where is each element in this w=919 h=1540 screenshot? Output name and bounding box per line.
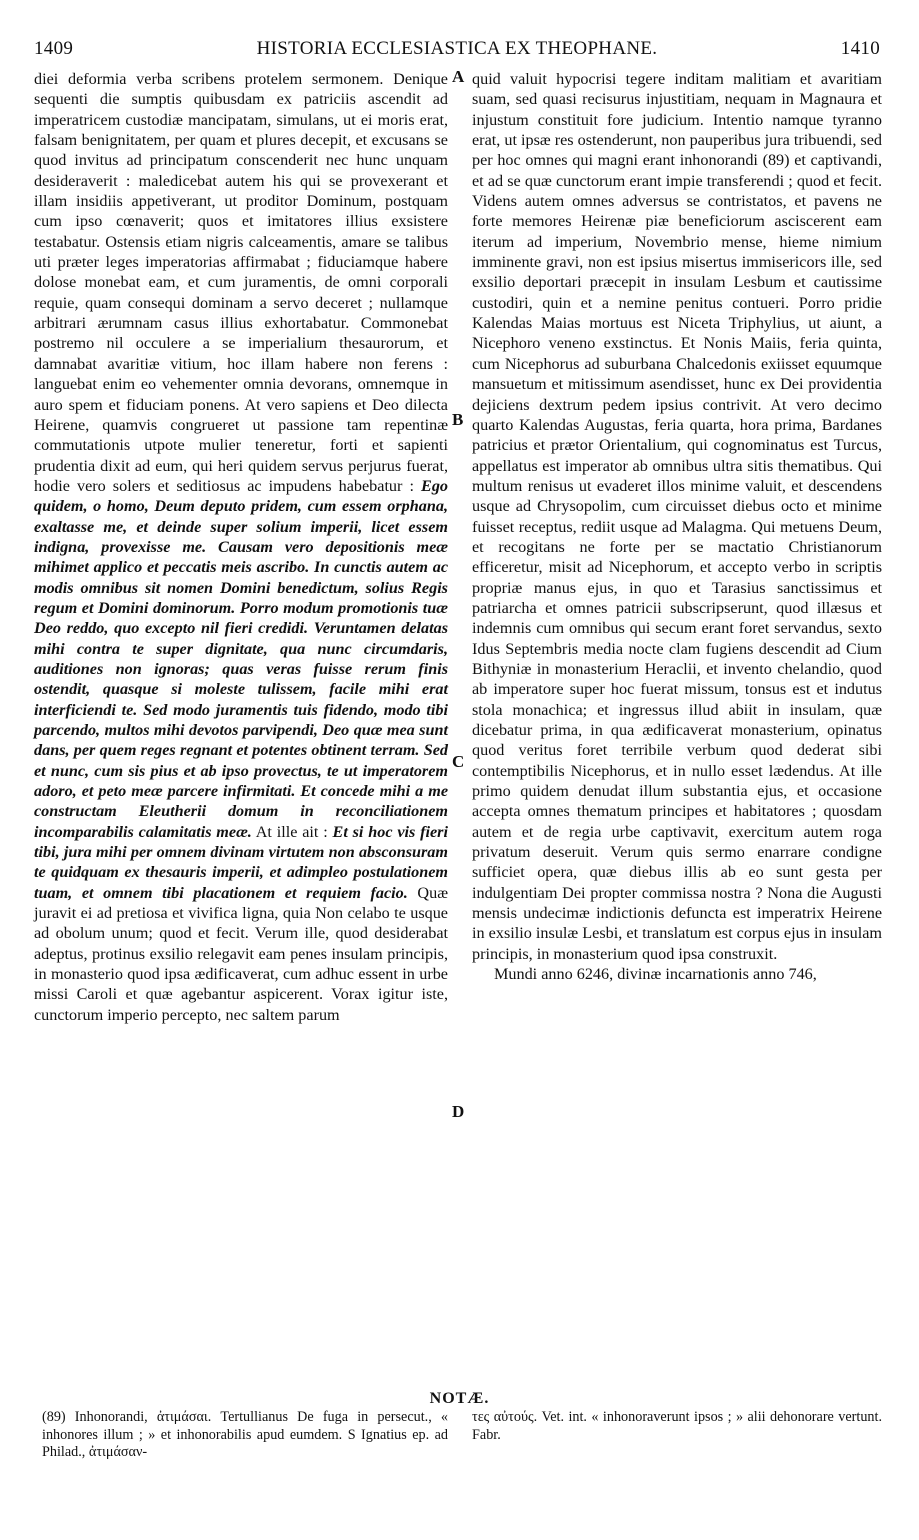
right-text-column: [472, 69, 882, 984]
margin-letter-b: B: [452, 410, 464, 429]
page-number-right: 1410: [840, 38, 880, 59]
margin-letter-c: C: [452, 752, 465, 771]
right-paragraph-year: Mundi anno 6246, divinæ incarnationis anno 746,: [494, 965, 817, 984]
heirene-speech: Ego quidem, o homo, Deum deputo pridem, cum essem orphana, exaltasse me, et deinde super solium imperii, licet essem indigna, provexisse me. Causam vero depositionis meæ mihimet applico et peccatis meis ascribo. In cunctis autem ac modis omnibus sit nomen Domini benedictum, solius Regis regum et Domini dominorum. Porro modum promotionis tuæ Deo reddo, quo excepto nil fieri credidi. Veruntamen delatas mihi contra te super dignitate, qua nunc circumdaris, auditiones non ignoras; quas veras fuisse rerum finis ostendit, quasque si moleste tulissem, facile mihi erat interficiendi te. Sed modo juramentis tuis fidendo, modo tibi parcendo, multos mihi devotos parvipendi, Deo quæ mea sunt dans, per quem reges regnant et potentes obtinent terram. Sed et nunc, cum sis pius et ab ipso provectus, te ut imperatorem adoro, et peto meæ parcere infirmitati. Et concede mihi a me constructam Eleutherii domum in reconciliationem incomparabilis calamitatis meæ.: [34, 476, 449, 841]
margin-letter-d: D: [452, 1102, 465, 1121]
left-column-text: [34, 69, 448, 1025]
left-text-column: [34, 69, 448, 1025]
left-narration: At ille ait :: [251, 822, 333, 841]
margin-letter-a: A: [452, 67, 465, 86]
running-header: [34, 38, 880, 68]
right-paragraph: quid valuit hypocrisi tegere inditam malitiam et avaritiam suam, sed quasi recisurus injustitiam, nequam in Magnaura et injustum constituit fore judicium. Intentio namque tyranno erat, ut ipsæ res ostenderunt, non pauperibus jura tribuendi, sed per hoc omnes qui magni erant inhonorandi (89) et captivandi, et ad se quæ cunctorum erant impie transferendi ; quod et fecit. Videns autem omnes adversus se contristatos, et pavens ne forte memores Heirenæ piæ beneficiorum asciscerent eam iterum ad imperium, Novembrio mense, hieme nimium imminente gravi, non est ipsius misertus immisericors ille, sed exsilio deportari præcepit in insulam Lesbum et cautissime custodiri, quin et a nemine penitus contueri. Porro pridie Kalendas Maias mortuus est Niceta Triphylius, ut aiunt, a Nicephoro veneno exstinctus. Et Nonis Maiis, feria quinta, cum Nicephorus ad suburbana Chalcedonis exiisset equumque mansuetum et mitissimum asendisset, hunc ex Dei providentia dejiciens dextrum pedem ipsius contrivit. At vero decimo quarto Kalendas Augustas, feria quarta, hora prima, Bardanes patricius et prætor Orientalium, qui cognominatus est Turcus, appellatus est imperator ab omnibus ultra sitis thematibus. Qui multum renisus ut evaderet illos minime valuit, et descendens usque ad Chrysopolim, cum circuisset diebus octo et minime fuisset receptus, rediit usque ad Malagma. Qui metuens Deum, et recogitans ne forte per se mactatio Christianorum efficeretur, misit ad Nicephorum, et accepto verbo in scriptis propriæ manus ejus, in quo et Tarasius sanctissimus et patriarcha et omnes patricii subscripserunt, quod illæsus et indemnis cum omnibus qui secum erant foret servandus, sexto Idus Septembris media nocte clam fugiens descendit ad Cium Bithyniæ in monasterium Heraclii, et invento chelandio, quod ab imperatore super hoc fuerat missum, tonsus est et indutus stola monachica; et ingressus illud abiit in insulam, quæ dicebatur prima, in qua ædificaverat monasterium, opinatus quod veritus foret terribile verbum quod dederat sibi contemptibilis Nicephorus, et in nullo esset lædendus. At ille primo quidem denudat illum substantia ejus, et occasione accepta omnes thematum principes et habitatores ; quosdam autem et de regia urbe captivavit, exercitum autem roga privatum deseruit. Verum quis sermo enarrare condigne sufficiet opera, quæ diebus illis ab eo sunt gesta per indulgentiam Dei propter commissa nostra ? Nona die Augusti mensis undecimæ indictionis defuncta est imperatrix Heirene in exsilio insulæ Lesbi, et translatum est corpus ejus in insulam principis, in monasterium quod ipsa construxit.: [472, 70, 882, 963]
notes-heading: NOTÆ.: [429, 1390, 490, 1407]
left-narration-end: Quæ juravit ei ad pretiosa et vivifica ligna, quia Non celabo te usque ad obolum unum; quod et fecit. Verum ille, quod desiderabat adeptus, protinus exsilio relegavit eam penes insulam principis, in monasterio quod ipsa ædificaverat, cum adhuc essent in urbe missi Caroli et quæ agebantur aspicerent. Vorax igitur iste, cunctorum imperio percepto, nec saltem parum: [34, 883, 448, 1024]
footnote-right: τες αὐτούς. Vet. int. « inhonoraverunt ipsos ; » alii dehonorare vertunt. Fabr.: [472, 1409, 882, 1443]
left-paragraph: diei deformia verba scribens protelem sermonem. Denique sequenti die sumptis quibusdam ex patriciis ascendit ad imperatricem custodiæ mancipatam, simulans, ut ei moris erat, falsam benignitatem, per quam et plures decepit, et excusans se quod invitus ad principatum conscenderit nec hunc unquam desideraverit : maledicebat autem his qui se provexerant et illam insidiis appetiverant, ut proditor Dominum, postquam cum ipso cœnaverit; quos et imitatores illius exsistere testabatur. Ostensis etiam nigris calceamentis, amare se talibus uti præter leges imperatorias affirmabat ; fiduciamque habere dolose monebat eam, et cum juramentis, de omni corporali requie, quam consequi dominam a servo deceret ; nullamque arbitrari ærumnam casus illius exhortabatur. Commonebat postremo nil occulere a se imperialium thesaurorum, et damnabat avaritiæ vitium, hoc illam habere non ferens : languebat enim eo vehementer omnia devorans, omnemque in auro spem et fiduciam ponens. At vero sapiens et Deo dilecta Heirene, quamvis congrueret ut passione tam repentinæ commutationis utpote mulier teneretur, forti et sapienti prudentia dixit ad eum, qui heri quidem servus perjurus fuerat, hodie vero solers et seditiosus ac impudens habebatur :: [34, 70, 448, 495]
footnote-left: (89) Inhonorandi, ἀτιμάσαι. Tertullianus De fuga in persecut., « inhonores illum ; » et inhonorabilis apud eumdem. S Ignatius ep. ad Philad., ἀτιμάσαν-: [42, 1409, 448, 1460]
page-number-left: 1409: [34, 38, 74, 59]
nicephorus-speech: Et si hoc vis fieri tibi, jura mihi per omnem divinam virtutem non absconsuram te quidquam ex thesauris imperii, et adimpleo postulationem tuam, et omnem tibi placationem et requiem facio.: [34, 822, 448, 902]
page-title: HISTORIA ECCLESIASTICA EX THEOPHANE.: [256, 38, 658, 59]
